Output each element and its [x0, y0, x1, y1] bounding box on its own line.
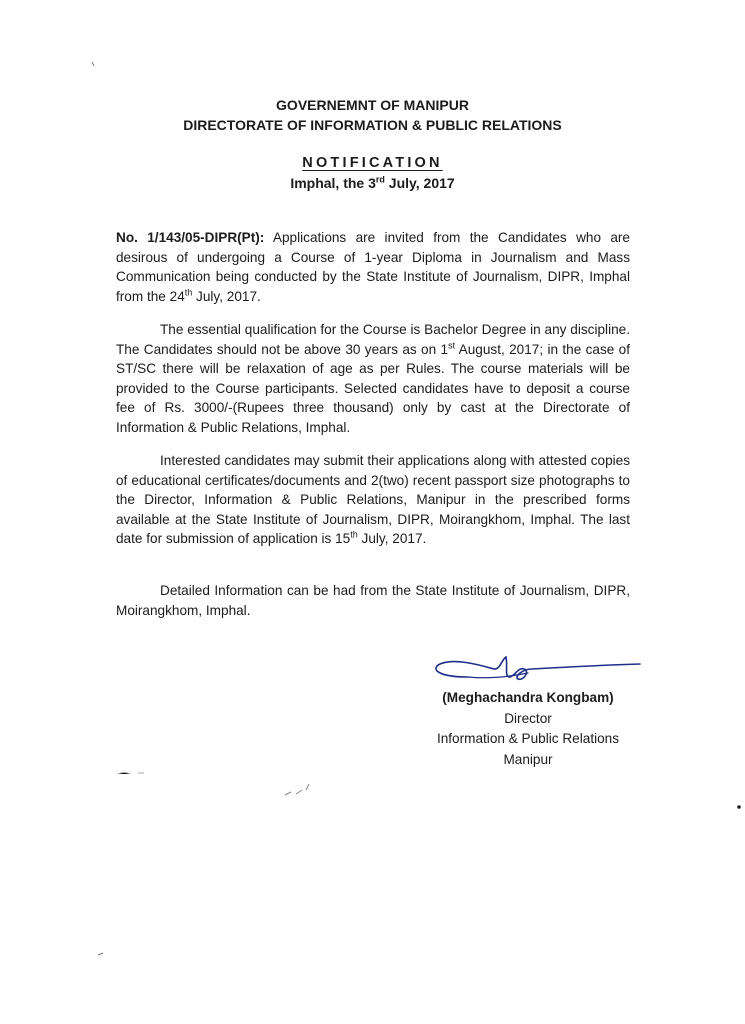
government-heading: GOVERNEMNT OF MANIPUR — [276, 97, 469, 113]
paragraph-information: Detailed Information can be had from the State Institute of Journalism, DIPR, Moirangkhom, Imphal. — [116, 583, 630, 618]
signatory-name: (Meghachandra Kongbam) — [442, 690, 614, 705]
paragraph-application-invitation: No. 1/143/05-DIPR(Pt): Applications are invited from the Candidates who are desirous of undergoing a Course of 1-year Diploma in Journalism and Mass Communication being conducted by the State Institute of Journalism, DIPR, Imphal from the 24th July, 2017. — [116, 230, 630, 304]
paragraph-qualification: The essential qualification for the Course is Bachelor Degree in any discipline. The Candidates should not be above 30 years as on 1st August, 2017; in the case of ST/SC there will be relaxation of age as per Rules. The course materials will be provided to the Course participants. Selected candidates have to deposit a course fee of Rs. 3000/-(Rupees three thousand) only by cast at the Directorate of Information & Public Relations, Imphal. — [116, 322, 630, 435]
notification-title: NOTIFICATION — [302, 155, 443, 171]
signatory-block — [420, 688, 636, 770]
signatory-state: Manipur — [503, 751, 553, 767]
notification-date: Imphal, the 3rd July, 2017 — [290, 174, 455, 191]
signatory-designation: Director — [504, 710, 552, 726]
signatory-department: Information & Public Relations — [436, 731, 620, 746]
paragraph-submission: Interested candidates may submit their applications along with attested copies of educational certificates/documents and 2(two) recent passport size photographs to the Director, Information & Public Relations, Manipur in the prescribed forms available at the State Institute of Journalism, DIPR, Moirangkhom, Imphal. The last date for submission of application is 15th July, 2017. — [116, 453, 630, 547]
reference-number: No. 1/143/05-DIPR(Pt): — [116, 230, 265, 245]
handwritten-signature — [428, 655, 643, 691]
directorate-heading: DIRECTORATE OF INFORMATION & PUBLIC RELATIONS — [183, 117, 562, 133]
